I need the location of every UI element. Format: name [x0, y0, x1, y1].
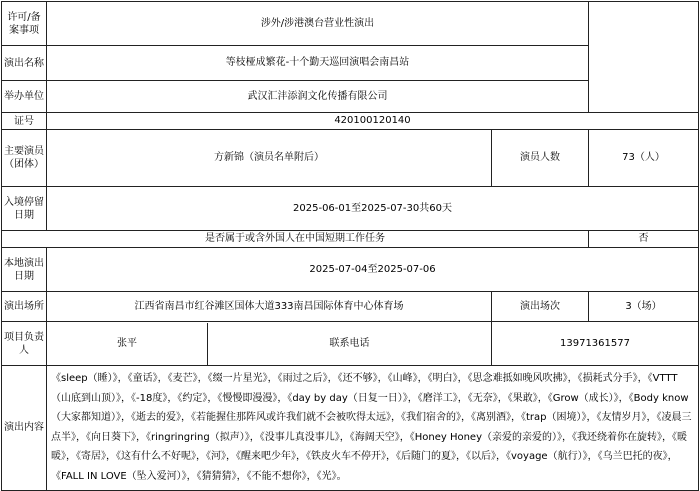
show-name-label: 演出名称 [2, 46, 47, 81]
content-label: 演出内容 [2, 366, 47, 491]
phone-value: 13971361577 [492, 322, 699, 366]
performers-label: 主要演员（团体） [2, 130, 47, 187]
manager-split-cell [47, 322, 492, 366]
performer-count-value: 73（人） [589, 130, 699, 187]
row-permit-no [2, 113, 699, 130]
row-manager [2, 322, 699, 366]
venue-label: 演出场所 [2, 292, 47, 322]
row-permit-type [2, 2, 699, 46]
blank-cell [589, 2, 699, 113]
organizer-value: 武汉汇沣添润文化传播有限公司 [47, 81, 589, 113]
sessions-value: 3（场） [589, 292, 699, 322]
phone-label: 联系电话 [329, 337, 370, 349]
performer-count-label: 演员人数 [492, 130, 589, 187]
sessions-label: 演出场次 [492, 292, 589, 322]
manager-name: 张平 [117, 337, 137, 349]
organizer-label: 举办单位 [2, 81, 47, 113]
entry-period-label: 入境停留日期 [2, 187, 47, 231]
permit-table [1, 1, 699, 491]
permit-type-label: 许可/备案事项 [2, 2, 47, 46]
local-dates-label: 本地演出日期 [2, 248, 47, 292]
row-content [2, 366, 699, 491]
entry-period-value: 2025-06-01至2025-07-30共60天 [47, 187, 699, 231]
manager-label: 项目负责人 [2, 322, 47, 366]
show-name-value: 等枝桠成繁花-十个勤天巡回演唱会南昌站 [47, 46, 589, 81]
manager-split [47, 323, 491, 365]
row-venue [2, 292, 699, 322]
venue-value: 江西省南昌市红谷滩区国体大道333南昌国际体育中心体育场 [47, 292, 492, 322]
permit-type-value: 涉外/涉港澳台营业性演出 [47, 2, 589, 46]
short-term-value: 否 [589, 231, 699, 248]
content-value: 《sleep（睡）》，《童话》，《麦芒》，《缀一片星光》，《雨过之后》，《还不够》，《山峰》，《明白》，《思念难抵如晚风吹拂》，《损耗式分手》，《VTTT（山底到山顶）》，《-18度》，《约定》，《慢慢即漫漫》，《day by day（日复一日）》，《磨洋工》，《无奈》，《果敢》，《Grow（成长）》，《Body know（大家都知道）》，《逝去的爱》，《若能握住那阵风或许我们就不会被吹得太远》，《我们宿舍的》，《离别酒》，《trap（困境）》，《友情岁月》，《凌晨三点半》，《向日葵下》，《ringringring（拟声）》，《没事儿真没事儿》，《海阔天空》，《Honey Honey（亲爱的亲爱的）》，《我还绕着你在旋转》，《暖暖》，《寄居》，《这有什么不好呢》，《河》，《醒来吧少年》，《铁皮火车不停开》，《后随门的夏》，《以后》，《voyage（航行）》，《乌兰巴托的夜》，《FALL IN LOVE（坠入爱河）》，《猜猜猜》，《不能不想你》，《光》。 [47, 366, 699, 491]
row-local-dates [2, 248, 699, 292]
performers-value: 方新锦（演员名单附后） [47, 130, 492, 187]
row-performers [2, 130, 699, 187]
local-dates-value: 2025-07-04至2025-07-06 [47, 248, 699, 292]
permit-no-value: 420100120140 [47, 113, 699, 130]
permit-no-label: 证号 [2, 113, 47, 130]
row-short-term [2, 231, 699, 248]
row-entry-period [2, 187, 699, 231]
short-term-label: 是否属于或含外国人在中国短期工作任务 [2, 231, 589, 248]
